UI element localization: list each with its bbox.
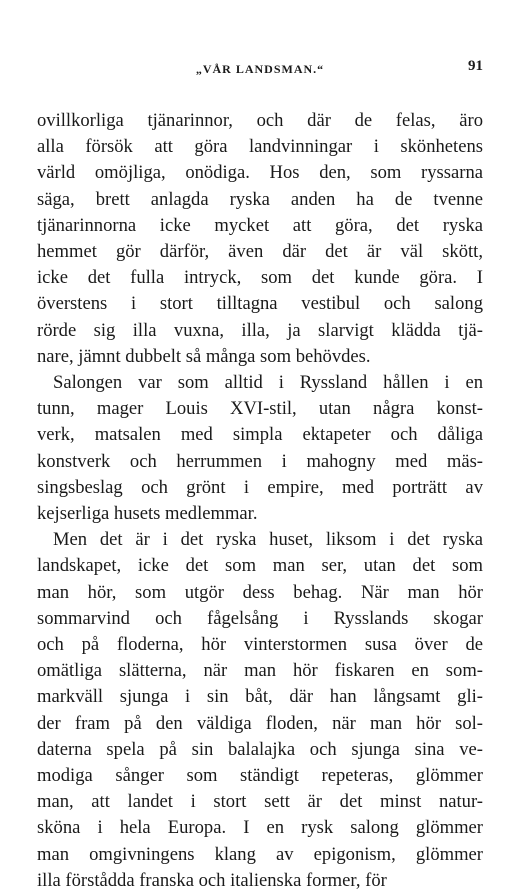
text-line: Salongen var som alltid i Ryssland hållen i en [53, 372, 483, 394]
paragraph [37, 527, 483, 894]
text-line: rörde sig illa vuxna, illa, ja slarvigt klädda tjä- [37, 319, 483, 341]
text-line: omätliga slätterna, när man hör fiskaren en som- [37, 660, 483, 682]
text-line: sköna i hela Europa. I en rysk salong glömmer [37, 817, 483, 839]
text-line: singsbeslag och grönt i empire, med porträtt av [37, 476, 483, 498]
text-line: daterna spela på sin balalajka och sjunga sina ve- [37, 738, 483, 760]
text-line: ovillkorliga tjänarinnor, och där de felas, äro [37, 110, 483, 131]
body-text [37, 108, 483, 894]
text-line: illa förstådda franska och italienska former, för [37, 869, 387, 891]
text-line: man hör, som utgör dess behag. När man hör [37, 581, 483, 603]
text-line: hemmet gör därför, även där det är väl skött, [37, 241, 483, 263]
text-line: man omgivningens klang av epigonism, glömmer [37, 843, 483, 865]
text-line: verk, matsalen med simpla ektapeter och dåliga [37, 424, 483, 446]
text-line: markväll sjunga i sin båt, där han långsamt gli- [37, 686, 483, 708]
running-title: „VÅR LANDSMAN.“ [195, 62, 325, 76]
text-line: man, att landet i stort sett är det minst natur- [37, 791, 483, 813]
text-line: konstverk och herrummen i mahogny med mäs- [37, 450, 483, 472]
paragraph [37, 370, 483, 527]
running-head [37, 58, 483, 84]
text-line: nare, jämnt dubbelt så många som behövdes. [37, 345, 371, 367]
text-line: der fram på den väldiga floden, när man hör sol- [37, 712, 483, 734]
book-page [37, 58, 483, 894]
text-line: tunn, mager Louis XVI-stil, utan några konst- [37, 398, 483, 420]
text-line: kejserliga husets medlemmar. [37, 503, 258, 525]
text-line: värld omöjliga, onödiga. Hos den, som ryssarna [37, 162, 483, 184]
text-line: sommarvind och fågelsång i Rysslands skogar [37, 607, 483, 629]
text-line: landskapet, icke det som man ser, utan det som [37, 555, 483, 577]
text-line: Men det är i det ryska huset, liksom i det ryska [53, 529, 483, 551]
text-line: säga, brett anlagda ryska anden ha de tvenne [37, 188, 483, 210]
paragraph [37, 108, 483, 370]
text-line: icke det fulla intryck, som det kunde göra. I [37, 267, 483, 289]
text-line: överstens i stort tilltagna vestibul och salong [37, 293, 483, 315]
text-line: tjänarinnorna icke mycket att göra, det ryska [37, 214, 483, 236]
page-number: 91 [468, 58, 483, 74]
text-line: alla försök att göra landvinningar i skönhetens [37, 136, 483, 158]
text-line: och på floderna, hör vinterstormen susa över de [37, 634, 483, 656]
text-line: modiga sånger som ständigt repeteras, glömmer [37, 765, 483, 787]
